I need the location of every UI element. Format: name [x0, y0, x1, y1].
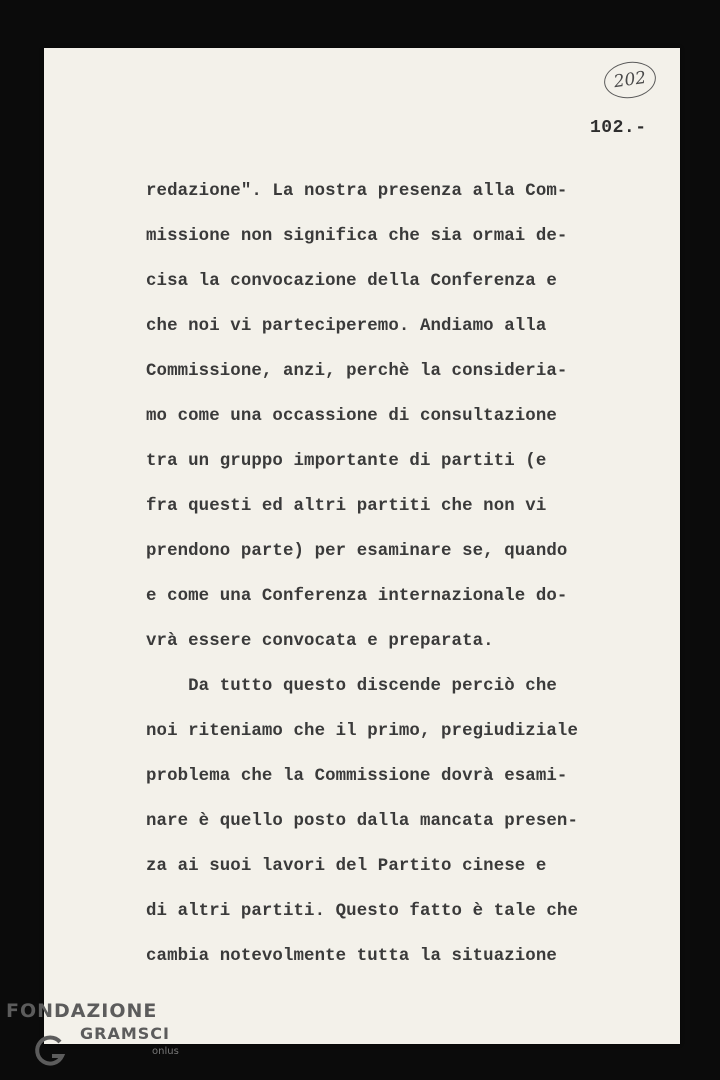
text-line: Commissione, anzi, perchè la consideria- [146, 362, 568, 381]
text-line: cambia notevolmente tutta la situazione [146, 947, 557, 966]
gramsci-logo-icon [32, 1034, 68, 1070]
text-line: che noi vi parteciperemo. Andiamo alla [146, 317, 547, 336]
text-line: prendono parte) per esaminare se, quando [146, 542, 568, 561]
text-line: missione non significa che sia ormai de- [146, 227, 568, 246]
text-line: problema che la Commissione dovrà esami- [146, 767, 568, 786]
text-line: nare è quello posto dalla mancata presen- [146, 812, 578, 831]
text-line: di altri partiti. Questo fatto è tale che [146, 902, 578, 921]
text-line: noi riteniamo che il primo, pregiudiziale [146, 722, 578, 741]
text-line: fra questi ed altri partiti che non vi [146, 497, 547, 516]
text-line: za ai suoi lavori del Partito cinese e [146, 857, 547, 876]
page-number: 102.- [590, 118, 647, 138]
text-line: cisa la convocazione della Conferenza e [146, 272, 557, 291]
watermark-line1: FONDAZIONE [6, 1000, 158, 1022]
handwritten-folio-number: 202 [602, 59, 659, 102]
text-line-indented: Da tutto questo discende perciò che [146, 677, 557, 696]
text-line: tra un gruppo importante di partiti (e [146, 452, 547, 471]
text-line: mo come una occassione di consultazione [146, 407, 557, 426]
document-page [44, 48, 680, 1044]
watermark-sub: onlus [152, 1046, 179, 1057]
watermark-line2: GRAMSCI [80, 1024, 170, 1043]
text-line: e come una Conferenza internazionale do- [146, 587, 568, 606]
text-line: vrà essere convocata e preparata. [146, 632, 494, 651]
fondazione-gramsci-watermark [6, 1000, 206, 1080]
text-line: redazione". La nostra presenza alla Com- [146, 182, 568, 201]
